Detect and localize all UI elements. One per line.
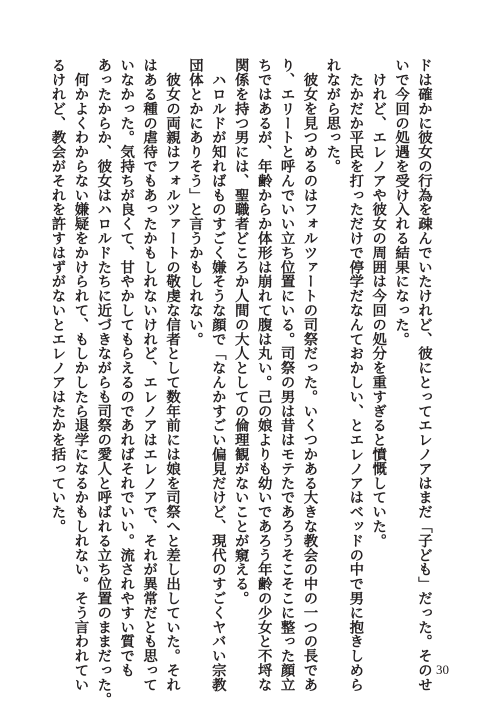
text-line: 彼女を見つめるのはフォルツァートの司祭だった。いくつかある大きな教会の中の一つの長であ [301,58,319,692]
text-line: 関係を持つ男には、聖職者どころか人間の大人としての倫理観がないことが窺える。 [232,58,250,606]
text-line: ちではあるが、年齢からか体形は崩れて腹は丸い。己の娘よりも幼いであろう年齢の少女と不埒な [255,58,273,692]
text-line: はある種の虐待でもあったかもしれないけれど、エレノアはエレノアで、それが異常だとも思って [141,58,159,692]
text-line: けれど、エレノアや彼女の周囲は今回の処分を重すぎると憤慨していた。 [370,58,388,548]
text-line: ハロルドが知ればものすごく嫌そうな顔で「なんかすごい偏見だけど、現代のすごくヤバい宗教 [209,58,227,692]
vertical-text-body [49,58,435,706]
text-line: るけれど、教会がそれを許すはずがないとエレノアはたかを括っていた。 [49,58,67,534]
page-number: 30 [436,662,449,677]
text-line: あったからか、彼女はハロルドたちに近づきながらも司祭の愛人と呼ばれる立ち位置のままだった。 [95,58,113,706]
text-line: 団体とかにありそう」と言うかもしれない。 [186,58,204,346]
text-line: 彼女の両親はフォルツァートの敬虔な信者として数年前には娘を司祭へと差し出していた。それ [164,58,182,692]
text-line: いなかった。気持ちが良くて、甘やかしてもらえるのであればそれでいい。流されやすい質でも [118,58,136,678]
text-line: たかだか平民を打っただけで停学だなんておかしい、とエレノアはベッドの中で男に抱きしめら [347,58,365,692]
text-line: り、エリートと呼んでいい立ち位置にいる。司祭の男は昔はモテたであろうそこそこに整った顔立 [278,58,296,692]
text-line: 何かよくわからない嫌疑をかけられて、もしかしたら退学になるかもしれない。そう言われてい [72,58,90,692]
text-line: れながら思った。 [324,58,342,174]
text-line: ドは確かに彼女の行為を疎んでいたけれど、彼にとってエレノアはまだ「子ども」だった。そのせ [416,58,433,692]
text-line: いで今回の処遇を受け入れる結果になった。 [393,58,411,346]
